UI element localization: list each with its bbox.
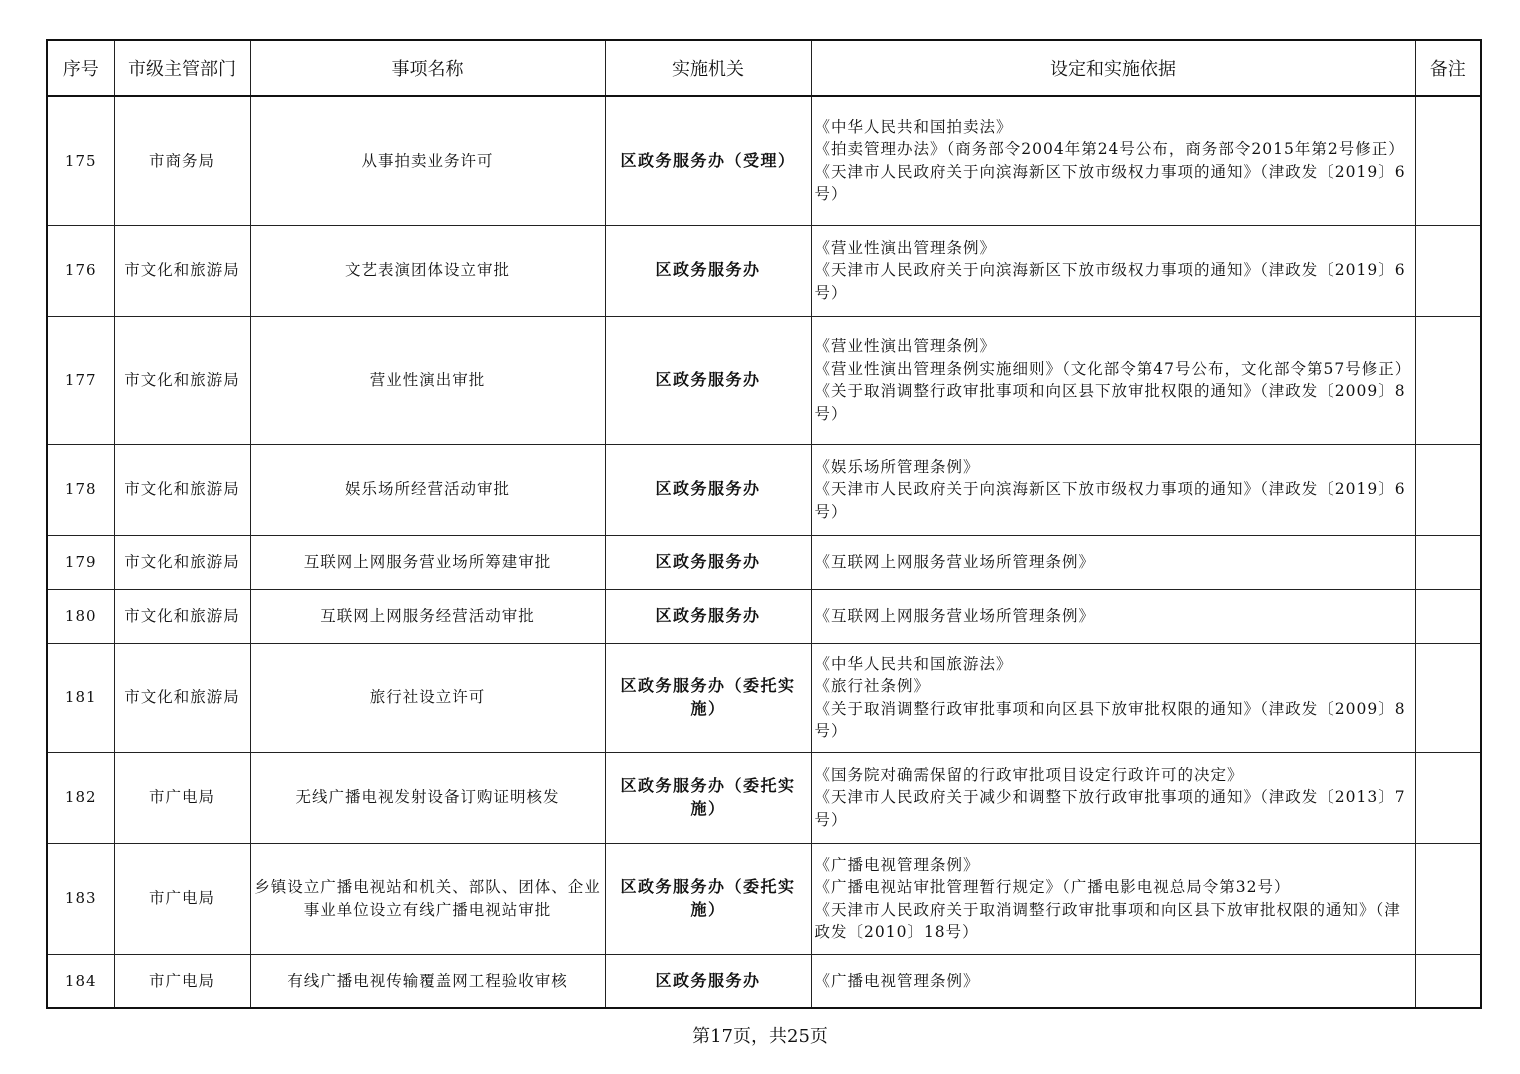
- row-dept: 市商务局: [114, 96, 250, 225]
- header-basis: 设定和实施依据: [811, 40, 1415, 96]
- row-basis: [811, 444, 1415, 535]
- row-agency: 区政务服务办（受理）: [605, 96, 811, 225]
- row-item: 娱乐场所经营活动审批: [250, 444, 605, 535]
- row-dept: 市文化和旅游局: [114, 316, 250, 444]
- row-basis: [811, 752, 1415, 843]
- row-item: 互联网上网服务营业场所筹建审批: [250, 535, 605, 589]
- row-agency: 区政务服务办: [605, 316, 811, 444]
- row-no: 181: [47, 643, 114, 752]
- row-basis: [811, 96, 1415, 225]
- row-dept: 市文化和旅游局: [114, 589, 250, 643]
- row-basis: [811, 954, 1415, 1008]
- basis-line: 《互联网上网服务营业场所管理条例》: [814, 552, 1096, 571]
- table-row: [47, 954, 1481, 1008]
- table-row: [47, 96, 1481, 225]
- row-note: [1415, 225, 1481, 316]
- basis-line: 《营业性演出管理条例实施细则》（文化部令第47号公布，文化部令第57号修正）: [814, 359, 1412, 378]
- row-note: [1415, 316, 1481, 444]
- row-agency: 区政务服务办: [605, 225, 811, 316]
- row-agency: 区政务服务办（委托实施）: [605, 643, 811, 752]
- row-note: [1415, 444, 1481, 535]
- row-note: [1415, 752, 1481, 843]
- basis-line: 《天津市人民政府关于取消调整行政审批事项和向区县下放审批权限的通知》（津政发〔2010〕18号）: [814, 900, 1401, 941]
- row-agency: 区政务服务办（委托实施）: [605, 843, 811, 954]
- basis-line: 《旅行社条例》: [814, 677, 931, 695]
- row-no: 184: [47, 954, 114, 1008]
- row-no: 183: [47, 843, 114, 954]
- basis-line: 《国务院对确需保留的行政审批项目设定行政许可的决定》: [814, 765, 1244, 784]
- row-note: [1415, 96, 1481, 225]
- header-dept: 市级主管部门: [114, 40, 250, 96]
- row-basis: [811, 643, 1415, 752]
- table-row: [47, 589, 1481, 643]
- row-basis: [811, 225, 1415, 316]
- table-row: [47, 316, 1481, 444]
- row-dept: 市文化和旅游局: [114, 535, 250, 589]
- row-note: [1415, 589, 1481, 643]
- page-footer: 第17页，共25页: [692, 1026, 828, 1047]
- row-no: 178: [47, 444, 114, 535]
- header-item: 事项名称: [250, 40, 605, 96]
- row-basis: [811, 589, 1415, 643]
- table-row: [47, 843, 1481, 954]
- basis-line: 《广播电视管理条例》: [814, 855, 980, 874]
- table-row: [47, 444, 1481, 535]
- row-no: 182: [47, 752, 114, 843]
- basis-line: 《天津市人民政府关于向滨海新区下放市级权力事项的通知》（津政发〔2019〕6号）: [814, 261, 1406, 302]
- row-dept: 市文化和旅游局: [114, 225, 250, 316]
- row-note: [1415, 643, 1481, 752]
- row-no: 176: [47, 225, 114, 316]
- row-dept: 市文化和旅游局: [114, 643, 250, 752]
- row-item: 从事拍卖业务许可: [250, 96, 605, 225]
- row-basis: [811, 316, 1415, 444]
- basis-line: 《广播电视管理条例》: [814, 971, 980, 990]
- basis-line: 《天津市人民政府关于向滨海新区下放市级权力事项的通知》（津政发〔2019〕6号）: [814, 480, 1406, 521]
- row-agency: 区政务服务办: [605, 589, 811, 643]
- basis-line: 《关于取消调整行政审批事项和向区县下放审批权限的通知》（津政发〔2009〕8号）: [814, 699, 1406, 740]
- header-note: 备注: [1415, 40, 1481, 96]
- basis-line: 《中华人民共和国旅游法》: [814, 654, 1013, 673]
- row-basis: [811, 843, 1415, 954]
- row-no: 175: [47, 96, 114, 225]
- row-dept: 市文化和旅游局: [114, 444, 250, 535]
- table-body: [47, 96, 1481, 1008]
- header-agency: 实施机关: [605, 40, 811, 96]
- row-item: 乡镇设立广播电视站和机关、部队、团体、企业事业单位设立有线广播电视站审批: [250, 843, 605, 954]
- row-item: 互联网上网服务经营活动审批: [250, 589, 605, 643]
- basis-line: 《天津市人民政府关于向滨海新区下放市级权力事项的通知》（津政发〔2019〕6号）: [814, 162, 1406, 204]
- row-item: 无线广播电视发射设备订购证明核发: [250, 752, 605, 843]
- table-row: [47, 535, 1481, 589]
- row-no: 180: [47, 589, 114, 643]
- basis-line: 《中华人民共和国拍卖法》: [814, 117, 1013, 136]
- row-agency: 区政务服务办: [605, 535, 811, 589]
- row-item: 营业性演出审批: [250, 316, 605, 444]
- basis-line: 《娱乐场所管理条例》: [814, 457, 980, 476]
- basis-line: 《营业性演出管理条例》: [814, 337, 997, 355]
- row-dept: 市广电局: [114, 752, 250, 843]
- row-note: [1415, 843, 1481, 954]
- basis-line: 《互联网上网服务营业场所管理条例》: [814, 606, 1096, 625]
- header-no: 序号: [47, 40, 114, 96]
- row-basis: [811, 535, 1415, 589]
- row-no: 179: [47, 535, 114, 589]
- row-agency: 区政务服务办（委托实施）: [605, 752, 811, 843]
- row-item: 有线广播电视传输覆盖网工程验收审核: [250, 954, 605, 1008]
- row-item: 文艺表演团体设立审批: [250, 225, 605, 316]
- basis-line: 《营业性演出管理条例》: [814, 238, 997, 257]
- row-note: [1415, 954, 1481, 1008]
- row-no: 177: [47, 316, 114, 444]
- header-row: [47, 40, 1481, 96]
- basis-line: 《拍卖管理办法》（商务部令2004年第24号公布，商务部令2015年第2号修正）: [814, 140, 1405, 159]
- table-row: [47, 225, 1481, 316]
- row-agency: 区政务服务办: [605, 954, 811, 1008]
- basis-line: 《关于取消调整行政审批事项和向区县下放审批权限的通知》（津政发〔2009〕8号）: [814, 382, 1406, 423]
- row-item: 旅行社设立许可: [250, 643, 605, 752]
- row-dept: 市广电局: [114, 843, 250, 954]
- basis-line: 《广播电视站审批管理暂行规定》（广播电影电视总局令第32号）: [814, 878, 1291, 896]
- row-agency: 区政务服务办: [605, 444, 811, 535]
- table-row: [47, 752, 1481, 843]
- row-dept: 市广电局: [114, 954, 250, 1008]
- permits-table: [46, 39, 1482, 1009]
- row-note: [1415, 535, 1481, 589]
- table-row: [47, 643, 1481, 752]
- basis-line: 《天津市人民政府关于减少和调整下放行政审批事项的通知》（津政发〔2013〕7号）: [814, 788, 1406, 829]
